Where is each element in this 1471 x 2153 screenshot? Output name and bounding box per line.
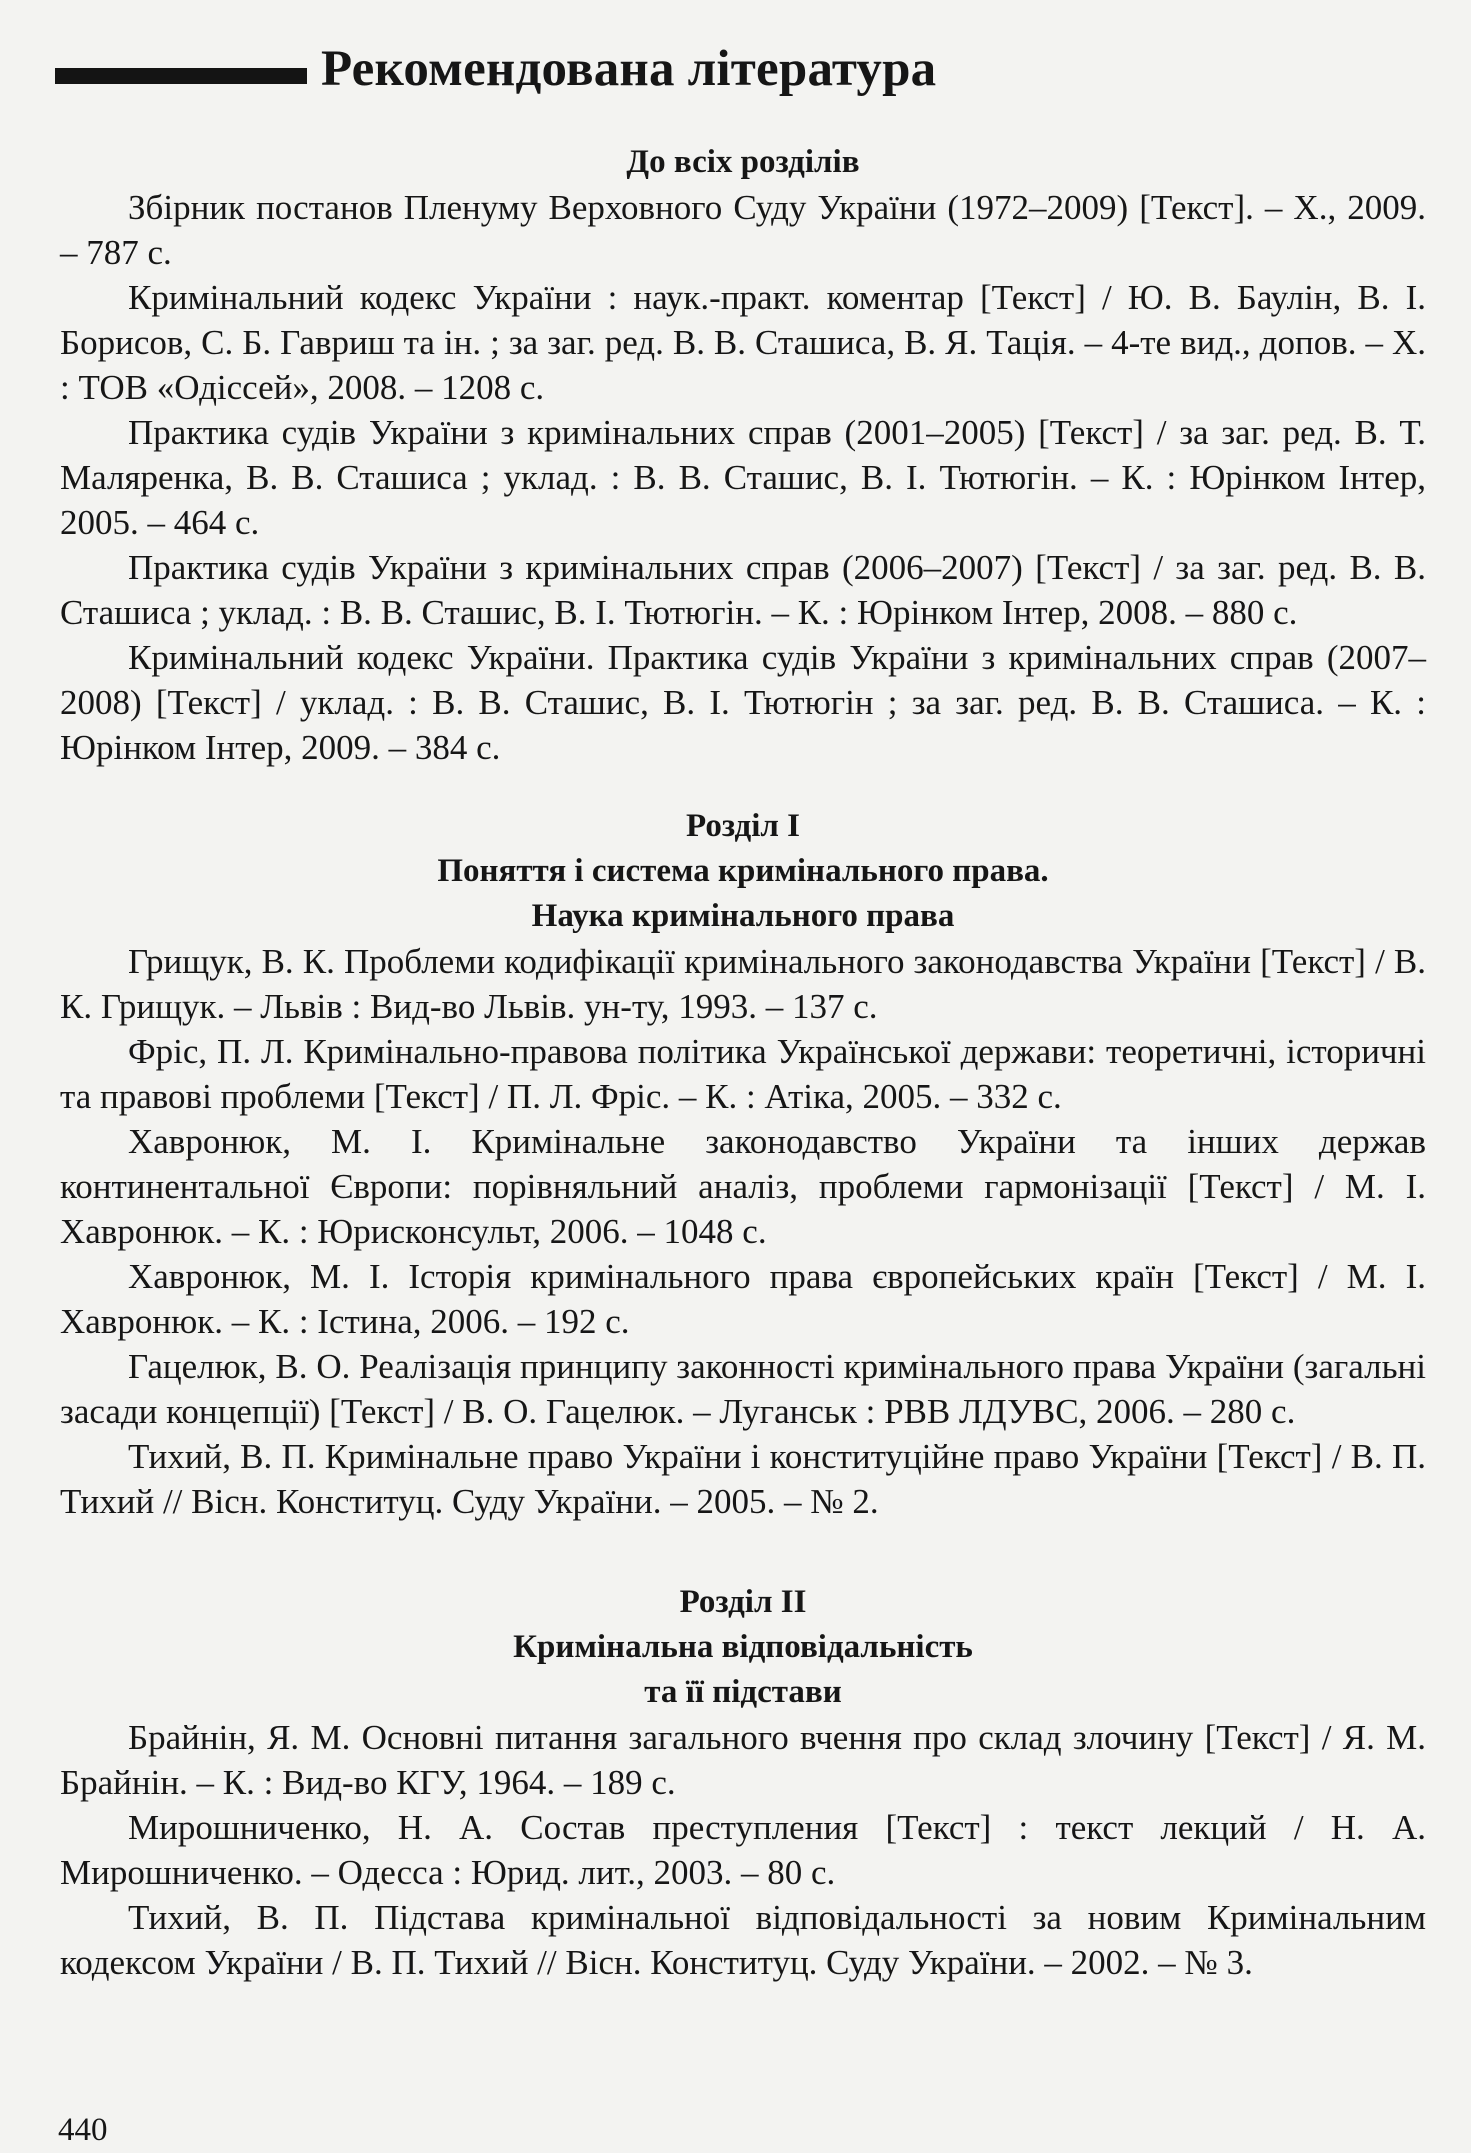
section-heading: Розділ І — [686, 808, 800, 844]
bibliography-entry: Мирошниченко, Н. А. Состав преступления [Текст] : текст лекций / Н. А. Мирошниченко. – Одесса : Юрид. лит., 2003. – 80 с. — [60, 1808, 1426, 1892]
section-heading: Наука кримінального права — [531, 898, 955, 934]
bibliography-entry: Кримінальний кодекс України : наук.-практ. коментар [Текст] / Ю. В. Баулін, В. І. Борисов, С. Б. Гавриш та ін. ; за заг. ред. В. В. Сташиса, В. Я. Тація. – 4-те вид., допов. – Х. : ТОВ «Одіссей», 2008. – 1208 с. — [60, 278, 1426, 407]
section-heading: Кримінальна відповідальність — [513, 1629, 973, 1665]
section-heading: Розділ ІІ — [679, 1584, 807, 1620]
spacer — [60, 770, 1426, 804]
bibliography-entry: Грищук, В. К. Проблеми кодифікації кримінального законодавства України [Текст] / В. К. Грищук. – Львів : Вид-во Львів. ун-ту, 1993. – 137 с. — [60, 942, 1426, 1026]
bibliography-entry: Хавронюк, М. І. Історія кримінального права європейських країн [Текст] / М. І. Хавронюк. – К. : Істина, 2006. – 192 с. — [60, 1257, 1426, 1341]
spacer — [60, 1524, 1426, 1580]
bibliography-entry: Тихий, В. П. Підстава кримінальної відповідальності за новим Кримінальним кодексом України / В. П. Тихий // Вісн. Конституц. Суду України. – 2002. – № 3. — [60, 1898, 1426, 1982]
bibliography-entry: Хавронюк, М. І. Кримінальне законодавство України та інших держав континентальної Європи: порівняльний аналіз, проблеми гармонізації [Текст] / М. І. Хавронюк. – К. : Юрисконсульт, 2006. – 1048 с. — [60, 1122, 1426, 1251]
section-heading: Поняття і система кримінального права. — [437, 853, 1049, 889]
page-title: Рекомендована література — [321, 41, 937, 97]
page-number: 440 — [58, 2112, 108, 2148]
section-heading: До всіх розділів — [626, 144, 860, 180]
bibliography-entry: Кримінальний кодекс України. Практика судів України з кримінальних справ (2007–2008) [Текст] / уклад. : В. В. Сташис, В. І. Тютюгін ; за заг. ред. В. В. Сташиса. – К. : Юрінком Інтер, 2009. – 384 с. — [60, 638, 1426, 767]
bibliography-entry: Тихий, В. П. Кримінальне право України і конституційне право України [Текст] / В. П. Тихий // Вісн. Конституц. Суду України. – 2005. – № 2. — [60, 1437, 1426, 1521]
bibliography-entry: Фріс, П. Л. Кримінально-правова політика Української держави: теоретичні, історичні та правові проблеми [Текст] / П. Л. Фріс. – К. : Атіка, 2005. – 332 с. — [60, 1032, 1426, 1116]
bibliography-entry: Збірник постанов Пленуму Верховного Суду України (1972–2009) [Текст]. – Х., 2009. – 787 с. — [60, 188, 1426, 272]
section-heading: та її підстави — [644, 1674, 842, 1710]
title-decoration-bar — [55, 68, 307, 84]
bibliography — [60, 140, 1426, 1985]
title-row — [55, 40, 936, 98]
bibliography-entry: Практика судів України з кримінальних справ (2001–2005) [Текст] / за заг. ред. В. Т. Маляренка, В. В. Сташиса ; уклад. : В. В. Сташис, В. І. Тютюгін. – К. : Юрінком Інтер, 2005. – 464 с. — [60, 413, 1426, 542]
bibliography-entry: Брайнін, Я. М. Основні питання загального вчення про склад злочину [Текст] / Я. М. Брайнін. – К. : Вид-во КГУ, 1964. – 189 с. — [60, 1718, 1426, 1802]
bibliography-entry: Гацелюк, В. О. Реалізація принципу законності кримінального права України (загальні засади концепції) [Текст] / В. О. Гацелюк. – Луганськ : РВВ ЛДУВС, 2006. – 280 с. — [60, 1347, 1426, 1431]
bibliography-entry: Практика судів України з кримінальних справ (2006–2007) [Текст] / за заг. ред. В. В. Сташиса ; уклад. : В. В. Сташис, В. І. Тютюгін. – К. : Юрінком Інтер, 2008. – 880 с. — [60, 548, 1426, 632]
